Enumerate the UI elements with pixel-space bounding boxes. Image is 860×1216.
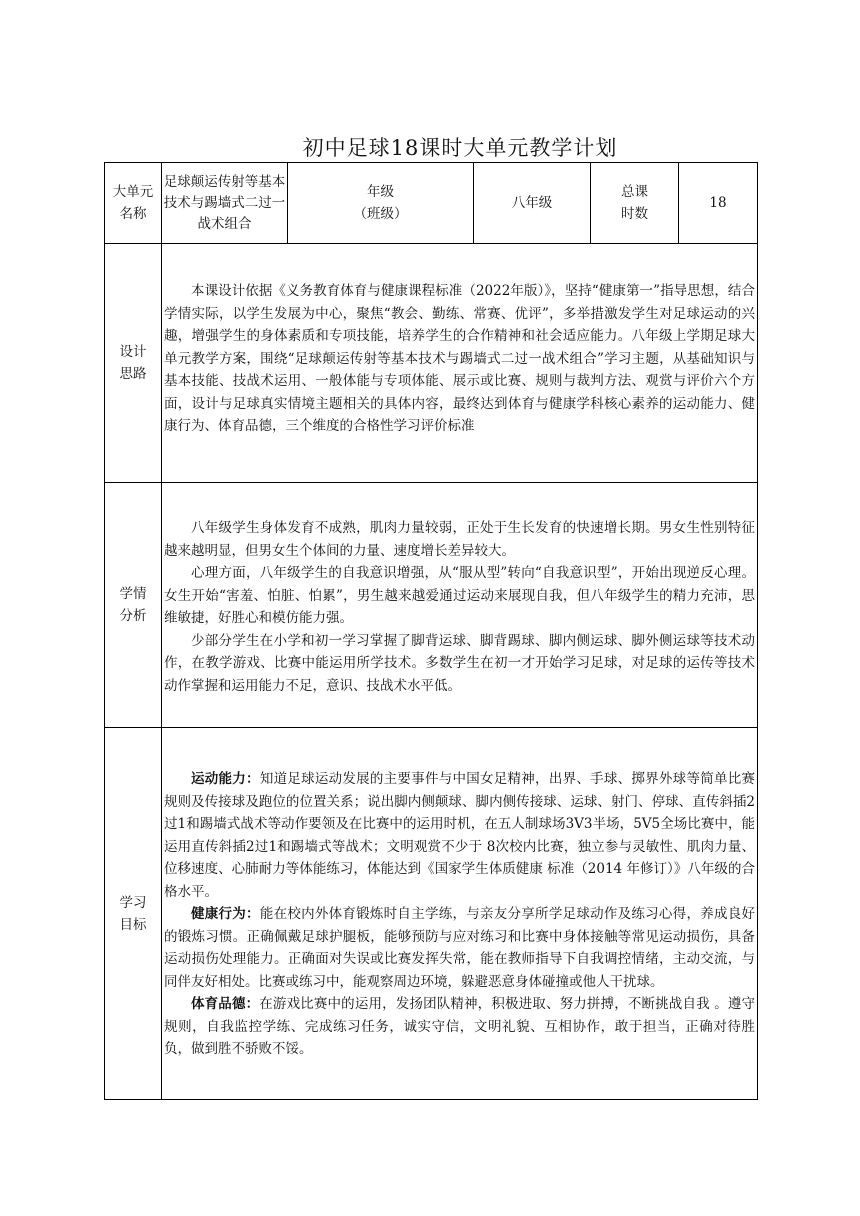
goal-heading: 运动能力： — [191, 771, 260, 787]
goals-label: 学习 目标 — [105, 728, 162, 1100]
page-title: 初中足球18课时大单元教学计划 — [302, 136, 618, 160]
goal-item-motor — [164, 768, 755, 903]
analysis-content — [162, 483, 758, 728]
goal-heading: 健康行为： — [191, 906, 260, 922]
design-row — [105, 244, 758, 483]
unit-name-value: 足球颠运传射等基本技术与踢墙式二过一战术组合 — [162, 163, 288, 244]
analysis-paragraph: 八年级学生身体发育不成熟，肌肉力量较弱，正处于生长发育的快速增长期。男女生性别特征越来越明显，但男女生个体间的力量、速度增长差异较大。 — [164, 520, 755, 559]
goal-item-morality — [164, 993, 755, 1061]
total-hours-label: 总课 时数 — [591, 163, 679, 244]
header-row — [105, 163, 758, 244]
design-label: 设计 思路 — [105, 244, 162, 483]
goal-text: 能在校内外体育锻炼时自主学练，与亲友分享所学足球动作及练习心得，养成良好的锻炼习惯。正确佩戴足球护腿板，能够预防与应对练习和比赛中身体接触等常见运动损伤，具备运动损伤处理能力。正确面对失误或比赛发挥失常，能在教师指导下自我调控情绪，主动交流，与同伴友好相处。比赛或练习中，能观察周边环境，躲避恶意身体碰撞或他人干扰球。 — [164, 906, 755, 990]
grade-label: 年级 （班级） — [288, 163, 474, 244]
analysis-row — [105, 483, 758, 728]
analysis-paragraph: 少部分学生在小学和初一学习掌握了脚背运球、脚背踢球、脚内侧运球、脚外侧运球等技术动作，在教学游戏、比赛中能运用所学技术。多数学生在初一才开始学习足球，对足球的运传等技术动作掌握和运用能力不足，意识、技战术水平低。 — [164, 632, 755, 694]
unit-name-label: 大单元 名称 — [105, 163, 162, 244]
grade-value: 八年级 — [474, 163, 591, 244]
goal-heading: 体育品德： — [191, 996, 260, 1012]
goal-item-health — [164, 903, 755, 993]
goal-text: 知道足球运动发展的主要事件与中国女足精神，出界、手球、掷界外球等简单比赛规则及传接球及跑位的位置关系；说出脚内侧颠球、脚内侧传接球、运球、射门、停球、直传斜插2过1和踢墙式战术等动作要领及在比赛中的运用时机，在五人制球场3V3半场，5V5全场比赛中，能运用直传斜插2过1和踢墙式等战术；文明观赏不少于 8次校内比赛，独立参与灵敏性、肌肉力量、位移速度、心肺耐力等体能练习，体能达到《国家学生体质健康 标准（2014 年修订）》八年级的合格水平。 — [164, 771, 755, 900]
analysis-paragraph: 心理方面，八年级学生的自我意识增强，从“服从型”转向“自我意识型”，开始出现逆反心理。女生开始“害羞、怕脏、怕累”，男生越来越爱通过运动来展现自我，但八年级学生的精力充沛，思维敏捷，好胜心和模仿能力强。 — [164, 565, 755, 626]
goals-row — [105, 728, 758, 1100]
goal-text: 在游戏比赛中的运用，发扬团队精神，积极进取、努力拼搏，不断挑战自我 。遵守规则，自我监控学练、完成练习任务，诚实守信，文明礼貌、互相协作，敢于担当，正确对待胜负，做到胜不骄败不馁。 — [164, 996, 756, 1057]
analysis-label: 学情 分析 — [105, 483, 162, 728]
design-text: 本课设计依据《义务教育体育与健康课程标准（2022年版）》，坚持“健康第一”指导思想，结合学情实际，以学生发展为中心，聚焦“教会、勤练、常赛、优评”，多举措激发学生对足球运动的兴趣，增强学生的身体素质和专项技能，培养学生的合作精神和社会适应能力。八年级上学期足球大单元教学方案，围绕“足球颠运传射等基本技术与踢墙式二过一战术组合”学习主题，从基础知识与基本技能、技战术运用、一般体能与专项体能、展示或比赛、规则与裁判方法、观赏与评价六个方面，设计与足球真实情境主题相关的具体内容，最终达到体育与健康学科核心素养的运动能力、健康行为、体育品德，三个维度的合格性学习评价标准 — [164, 283, 755, 434]
total-hours-value: 18 — [679, 163, 758, 244]
plan-table — [104, 162, 758, 1100]
goals-content — [162, 728, 758, 1100]
design-content — [162, 244, 758, 483]
